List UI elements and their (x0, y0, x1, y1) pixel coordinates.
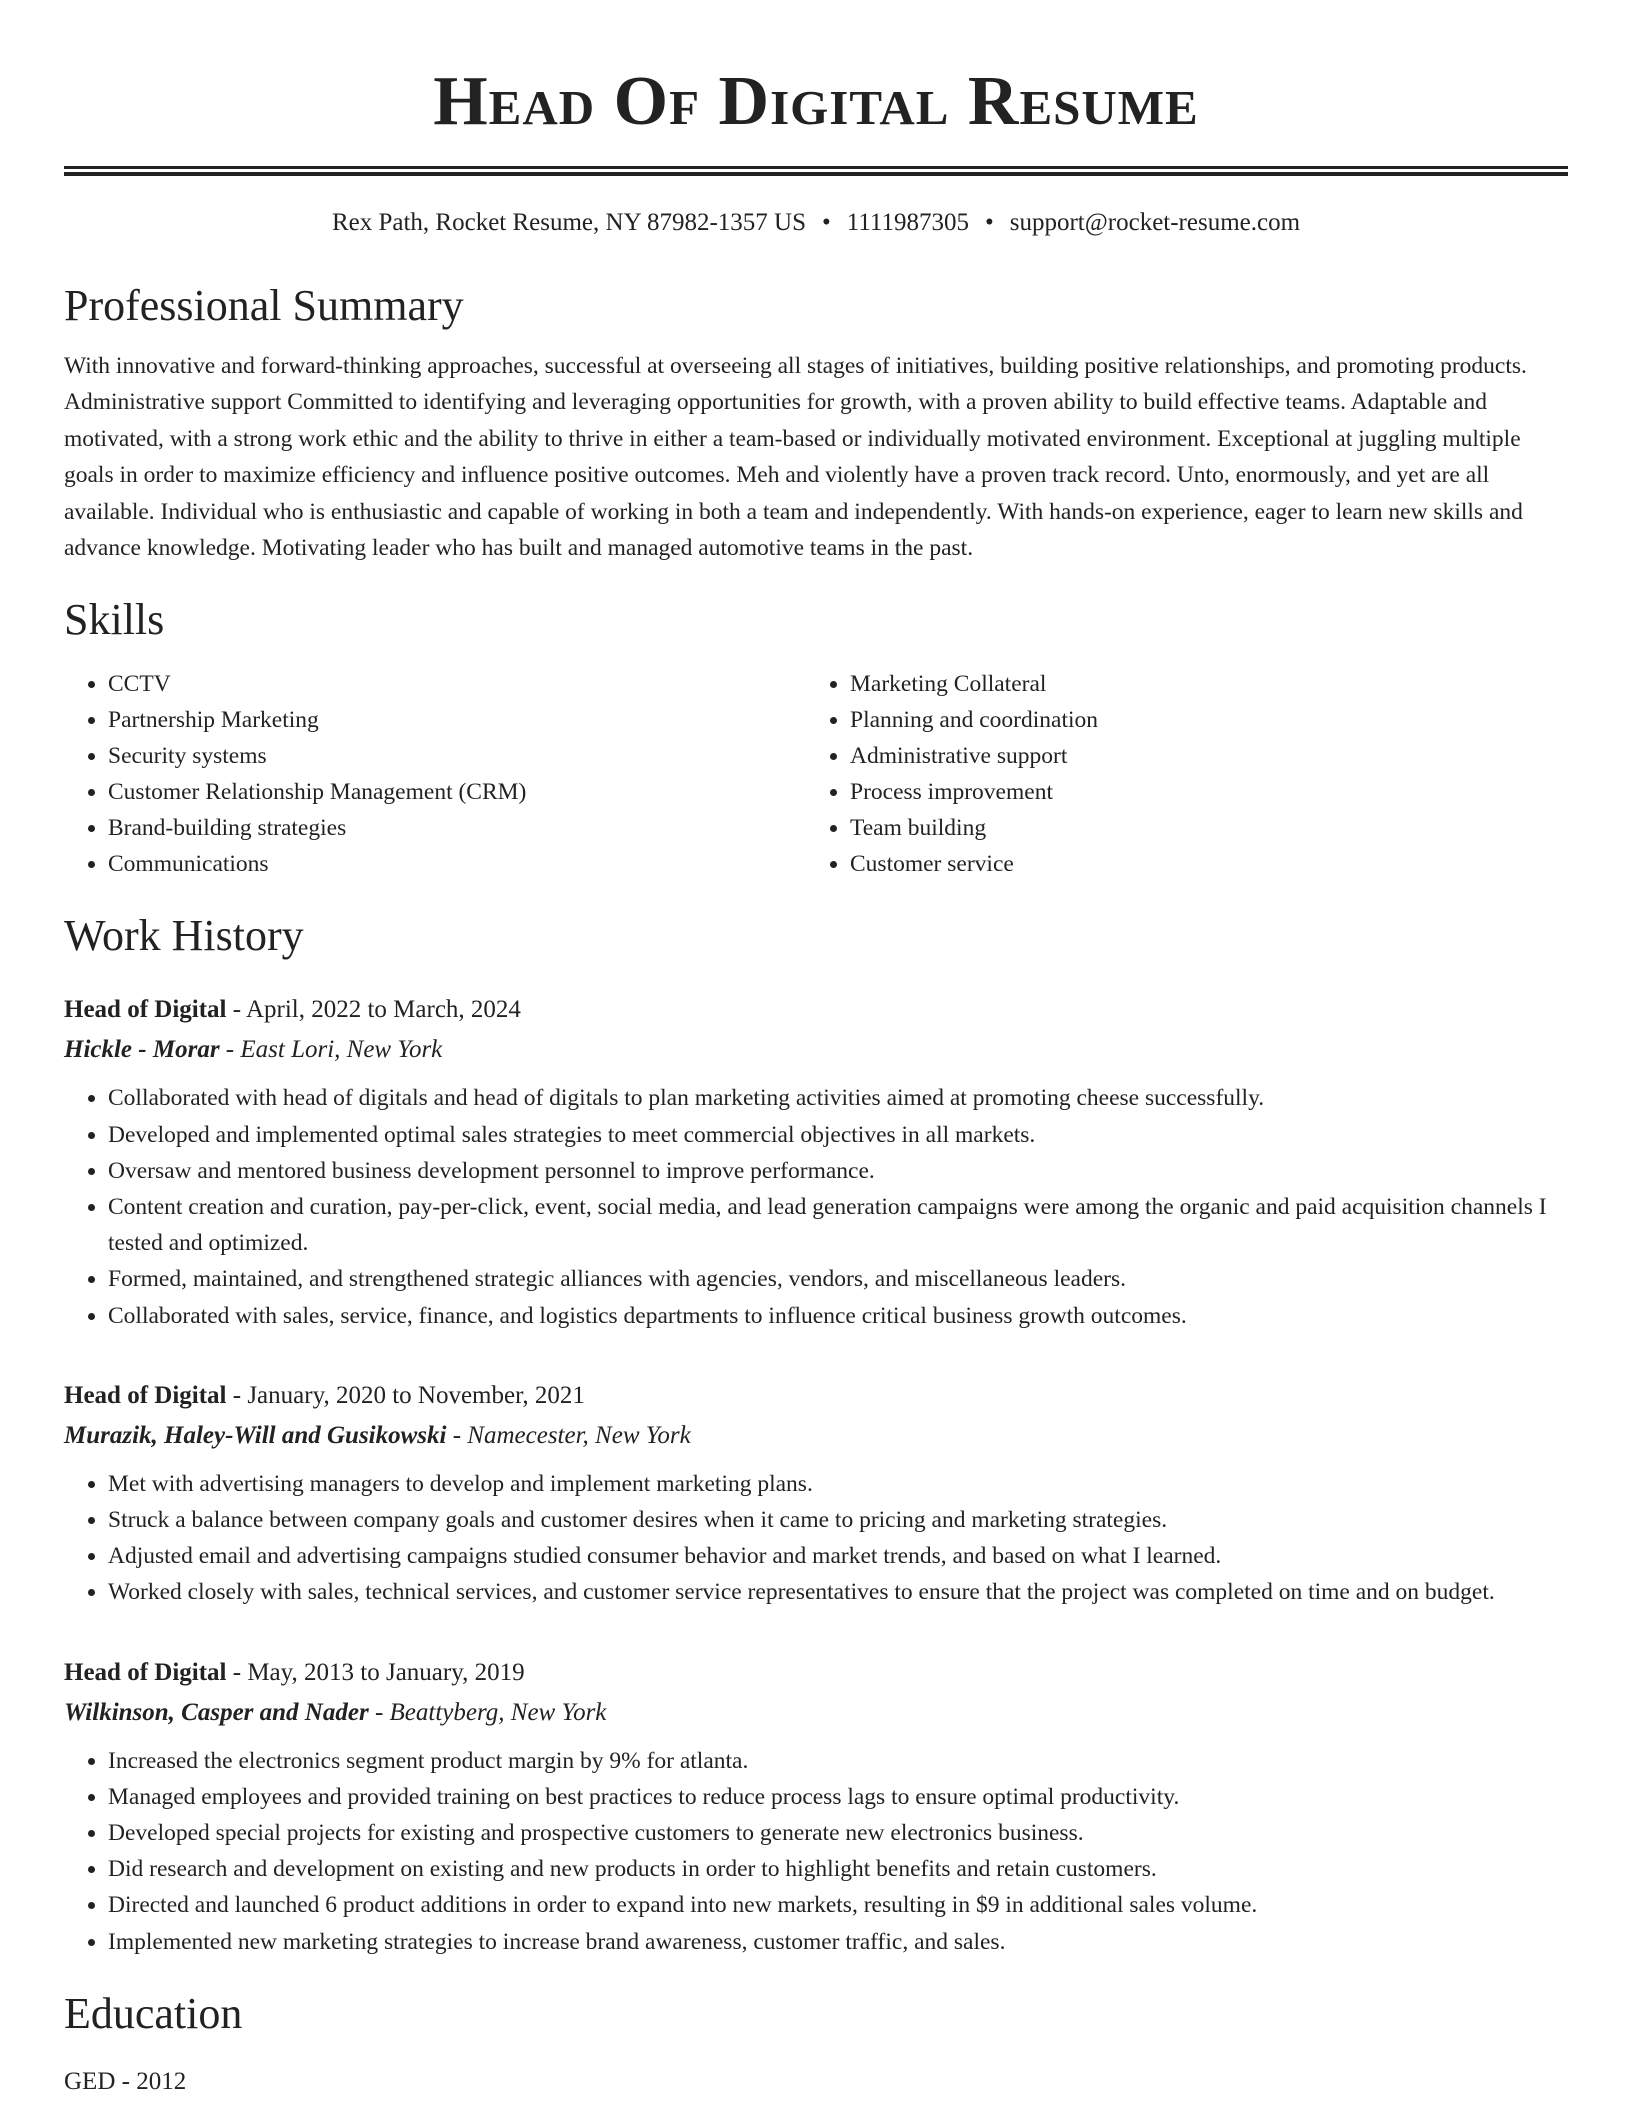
job-company: Hickle - Morar (64, 1036, 220, 1064)
job-bullet: • Struck a balance between company goals and customer desires when it came to pricing and marketing strategies. (108, 1502, 1568, 1538)
job-bullet: • Worked closely with sales, technical services, and customer service representatives to ensure that the project was completed on time and on budget. (108, 1574, 1568, 1610)
job-bullet: • Managed employees and provided training on best practices to reduce process lags to ensure optimal productivity. (108, 1779, 1568, 1815)
job-bullet: • Developed special projects for existing and prospective customers to generate new electronics business. (108, 1815, 1568, 1851)
contact-separator: • (822, 209, 831, 236)
section-heading-summary: Professional Summary (64, 281, 464, 330)
skill-item: • Brand-building strategies (108, 810, 806, 846)
job-bullets (64, 1743, 1568, 1960)
job-company: Wilkinson, Casper and Nader (64, 1698, 369, 1726)
job-bullet: • Met with advertising managers to develop and implement marketing plans. (108, 1466, 1568, 1502)
contact-line (64, 206, 1568, 240)
job-dates: - January, 2020 to November, 2021 (226, 1381, 585, 1409)
skill-item: • Process improvement (850, 774, 1548, 810)
job-title-line (64, 1653, 1568, 1693)
job-bullet: • Adjusted email and advertising campaigns studied consumer behavior and market trends, and based on what I learned. (108, 1538, 1568, 1574)
job-location: - Namecester, New York (446, 1421, 691, 1449)
section-heading-work-history: Work History (64, 911, 304, 961)
job-bullets (64, 1466, 1568, 1611)
job-entry (64, 1376, 1568, 1611)
skill-item: • Administrative support (850, 738, 1548, 774)
job-entry (64, 990, 1568, 1333)
job-dates: - April, 2022 to March, 2024 (226, 996, 521, 1024)
job-dates: - May, 2013 to January, 2019 (226, 1658, 525, 1686)
job-title: Head of Digital (64, 996, 227, 1024)
skill-item: • Planning and coordination (850, 702, 1548, 738)
job-title: Head of Digital (64, 1381, 227, 1409)
skill-item: • Customer service (850, 846, 1548, 882)
title-divider (64, 166, 1568, 176)
job-bullet: • Collaborated with head of digitals and head of digitals to plan marketing activities aimed at promoting cheese successfully. (108, 1080, 1568, 1116)
job-bullets (64, 1080, 1568, 1333)
job-company: Murazik, Haley-Will and Gusikowski (64, 1421, 447, 1449)
skill-item: • Marketing Collateral (850, 666, 1548, 702)
skill-item: • CCTV (108, 666, 806, 702)
job-bullet: • Increased the electronics segment product margin by 9% for atlanta. (108, 1743, 1568, 1779)
job-title-line (64, 990, 1568, 1030)
job-bullet: • Directed and launched 6 product additions in order to expand into new markets, resulting in $9 in additional sales volume. (108, 1887, 1568, 1923)
section-heading-skills: Skills (64, 595, 165, 645)
section-heading-education: Education (64, 1988, 243, 2038)
skills-column-left (64, 666, 806, 882)
skill-item: • Security systems (108, 738, 806, 774)
contact-separator: • (984, 209, 994, 236)
job-bullet: • Implemented new marketing strategies to increase brand awareness, customer traffic, and sales. (108, 1924, 1568, 1960)
job-bullet: • Did research and development on existing and new products in order to highlight benefits and retain customers. (108, 1851, 1568, 1887)
education-entry (64, 2064, 1568, 2100)
contact-phone: 1111987305 (846, 209, 969, 236)
job-bullet: • Oversaw and mentored business development personnel to improve performance. (108, 1153, 1568, 1189)
job-company-line (64, 1693, 1568, 1733)
skills-column-right (806, 666, 1548, 882)
job-entry (64, 1653, 1568, 1960)
skill-item: • Partnership Marketing (108, 702, 806, 738)
job-company-line (64, 1030, 1568, 1070)
skill-item: • Communications (108, 846, 806, 882)
education-degree: GED (64, 2067, 116, 2095)
job-location: - East Lori, New York (219, 1036, 443, 1064)
summary-text: With innovative and forward-thinking approaches, successful at overseeing all stages of initiatives, building positive relationships, and promoting products. Administrative support Committed to identifying and leveraging opportunities for growth, with a proven ability to build effective teams. Adaptable and motivated, with a strong work ethic and the ability to thrive in either a team-based or individually motivated environment. Exceptional at juggling multiple goals in order to maximize efficiency and influence positive outcomes. Meh and violently have a proven track record. Unto, enormously, and yet are all available. Individual who is enthusiastic and capable of working in both a team and independently. With hands-on experience, eager to learn new skills and advance knowledge. Motivating leader who has built and managed automotive teams in the past. (64, 353, 1527, 562)
page-title: Head Of Digital Resume (433, 63, 1199, 140)
job-bullet: • Content creation and curation, pay-per-click, event, social media, and lead generation campaigns were among the organic and paid acquisition channels I tested and optimized. (108, 1189, 1568, 1261)
job-location: - Beattyberg, New York (368, 1698, 607, 1726)
job-bullet: • Formed, maintained, and strengthened strategic alliances with agencies, vendors, and miscellaneous leaders. (108, 1261, 1568, 1297)
job-bullet: • Collaborated with sales, service, finance, and logistics departments to influence critical business growth outcomes. (108, 1298, 1568, 1334)
skills-list (64, 666, 1568, 882)
job-title: Head of Digital (64, 1658, 227, 1686)
job-bullet: • Developed and implemented optimal sales strategies to meet commercial objectives in all markets. (108, 1117, 1568, 1153)
job-title-line (64, 1376, 1568, 1416)
contact-email: support@rocket-resume.com (1009, 209, 1301, 236)
education-year: - 2012 (115, 2067, 187, 2095)
skill-item: • Customer Relationship Management (CRM) (108, 774, 806, 810)
job-company-line (64, 1416, 1568, 1456)
skill-item: • Team building (850, 810, 1548, 846)
contact-address: Rex Path, Rocket Resume, NY 87982-1357 US (331, 209, 806, 236)
